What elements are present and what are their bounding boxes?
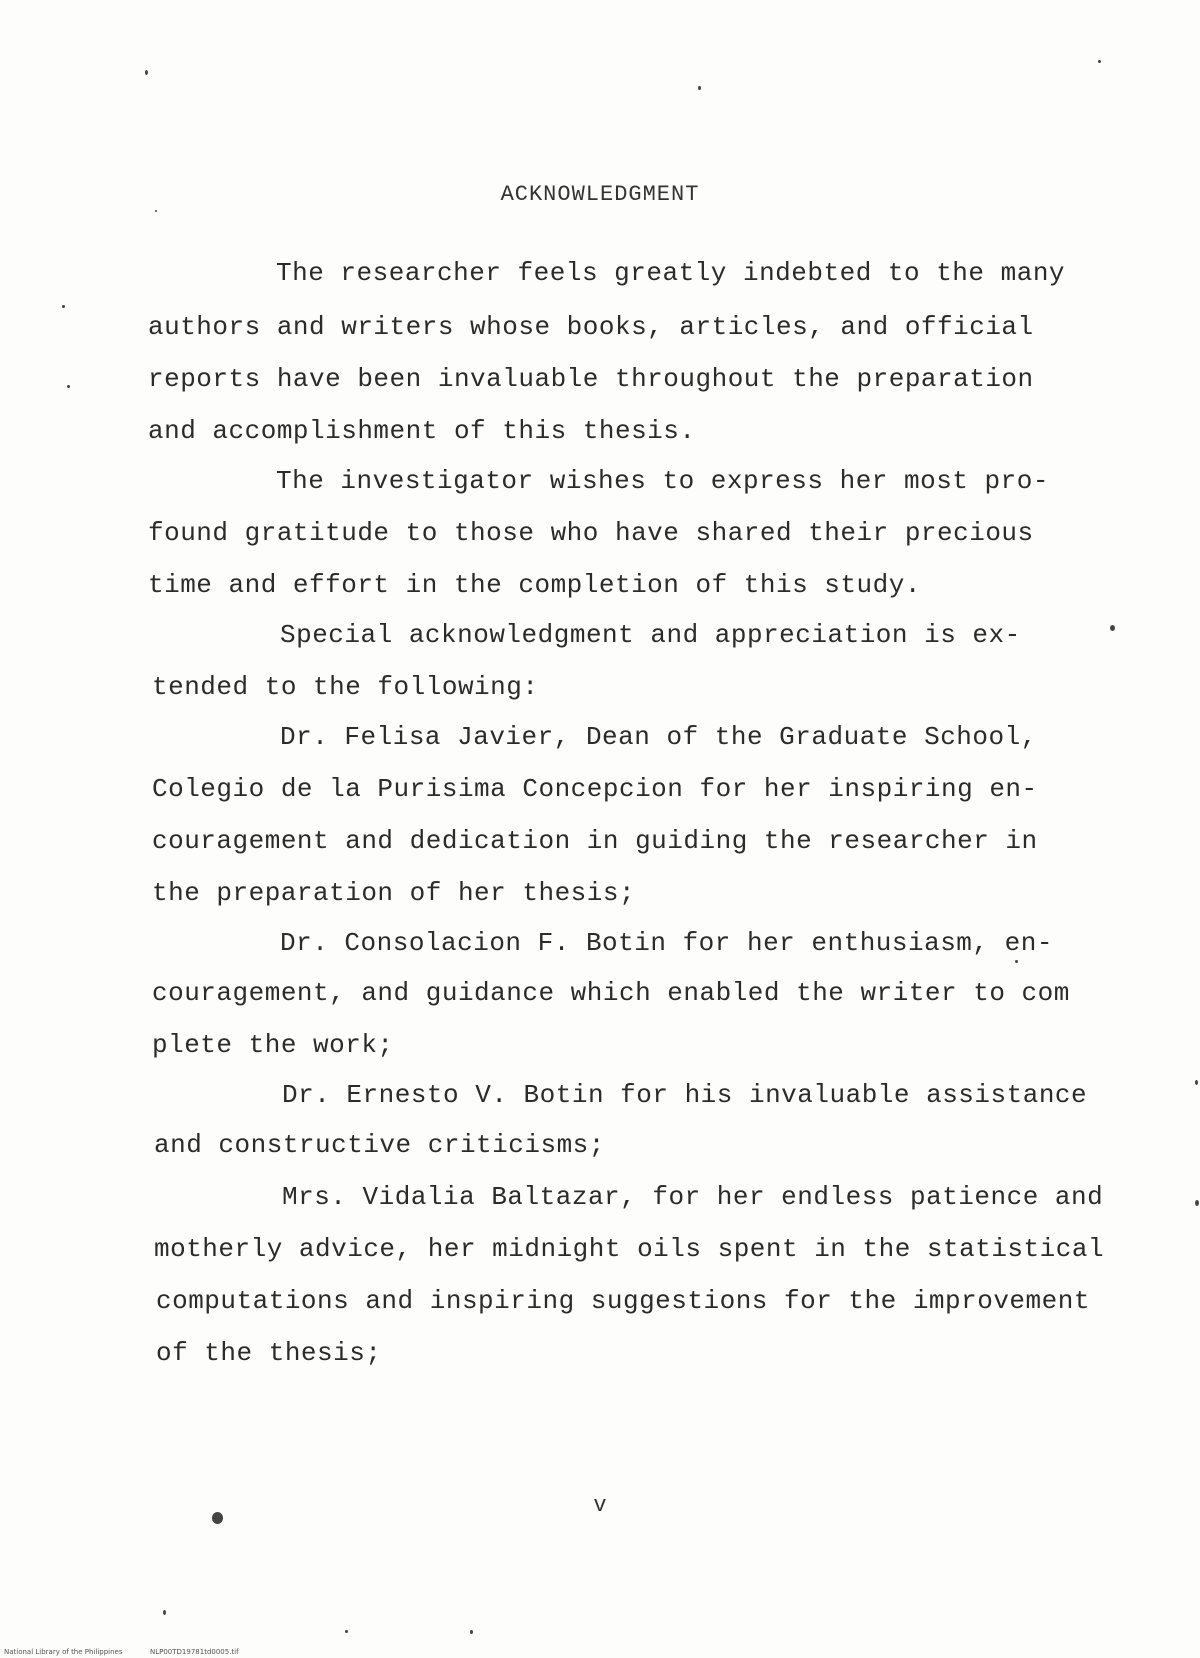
text-line: and accomplishment of this thesis. — [148, 416, 696, 446]
scan-speck — [1098, 60, 1101, 63]
scan-speck — [155, 210, 157, 212]
text-line: authors and writers whose books, articles, and official — [148, 312, 1034, 342]
text-line: time and effort in the completion of this study. — [148, 570, 921, 600]
footer-file-id: NLP00TD19781td0005.tif — [150, 1648, 239, 1656]
text-line: reports have been invaluable throughout the preparation — [148, 364, 1034, 394]
scan-speck — [1195, 1200, 1199, 1206]
text-line: The investigator wishes to express her most pro- — [276, 466, 1049, 496]
scan-speck — [698, 86, 701, 90]
scan-speck — [1015, 960, 1018, 963]
text-line: Mrs. Vidalia Baltazar, for her endless patience and — [282, 1182, 1104, 1212]
scan-speck — [67, 385, 70, 388]
text-line: of the thesis; — [156, 1338, 382, 1368]
text-line: computations and inspiring suggestions for the improvement — [156, 1286, 1090, 1316]
scan-speck — [470, 1630, 473, 1634]
text-line: plete the work; — [152, 1030, 394, 1060]
text-line: Dr. Consolacion F. Botin for her enthusiasm, en- — [280, 928, 1053, 958]
scan-speck — [1110, 625, 1115, 631]
text-line: couragement, and guidance which enabled the writer to com — [152, 978, 1070, 1008]
text-line: Dr. Felisa Javier, Dean of the Graduate School, — [280, 722, 1037, 752]
scan-speck — [1195, 1080, 1198, 1085]
text-line: the preparation of her thesis; — [152, 878, 636, 908]
scan-speck — [62, 305, 65, 308]
scan-speck — [163, 1610, 166, 1615]
footer-source: National Library of the Philippines — [4, 1648, 123, 1656]
text-line: couragement and dedication in guiding the researcher in — [152, 826, 1038, 856]
scan-speck — [212, 1512, 223, 1524]
text-line: Special acknowledgment and appreciation is ex- — [280, 620, 1021, 650]
scan-speck — [345, 1630, 348, 1633]
page-title: ACKNOWLEDGMENT — [500, 182, 700, 207]
text-line: motherly advice, her midnight oils spent in the statistical — [154, 1234, 1105, 1264]
page-number: v — [593, 1493, 607, 1518]
text-line: Dr. Ernesto V. Botin for his invaluable assistance — [282, 1080, 1088, 1110]
text-line: found gratitude to those who have shared their precious — [148, 518, 1034, 548]
text-line: Colegio de la Purisima Concepcion for her inspiring en- — [152, 774, 1038, 804]
text-line: The researcher feels greatly indebted to the many — [276, 258, 1066, 288]
text-line: tended to the following: — [152, 672, 539, 702]
text-line: and constructive criticisms; — [154, 1130, 605, 1160]
scan-speck — [145, 70, 148, 75]
